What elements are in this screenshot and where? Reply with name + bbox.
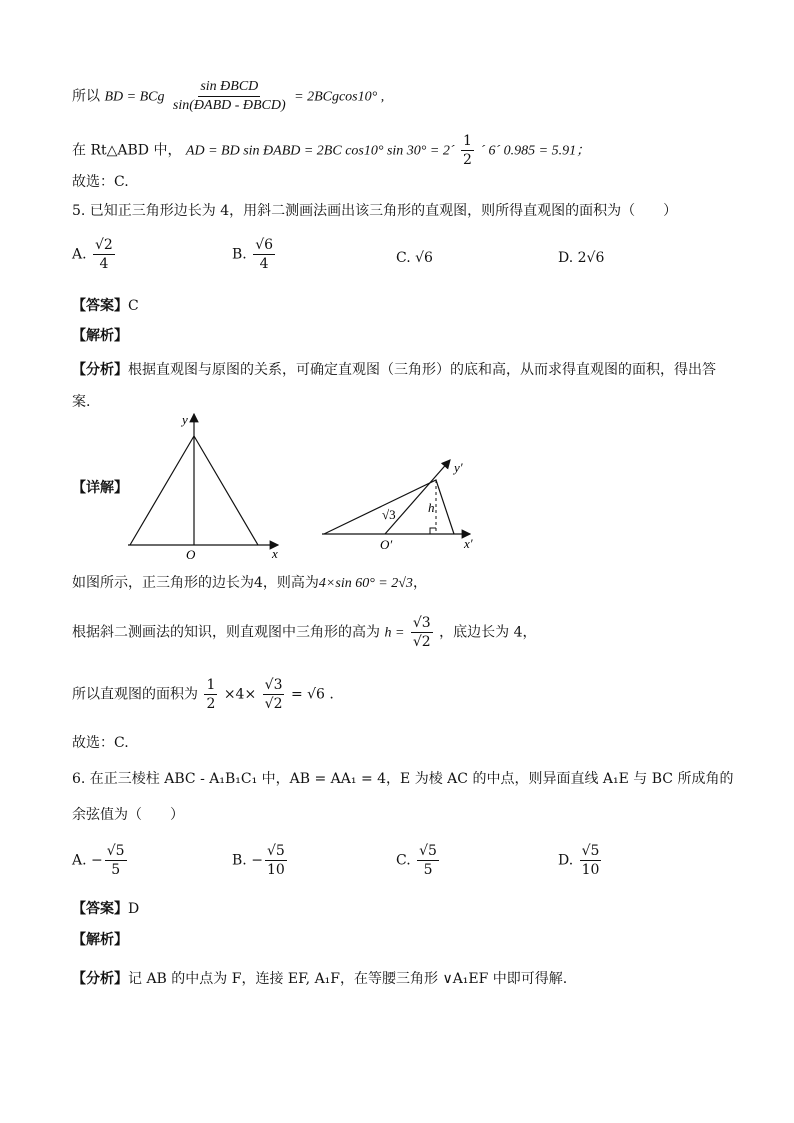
q5-stem: 5. 已知正三角形边长为 4，用斜二测画法画出该三角形的直观图，则所得直观图的面积为（ ） xyxy=(72,203,678,219)
q4-line1-left: BD = BCg xyxy=(104,89,165,105)
q5-answer: 【答案】C xyxy=(72,298,139,314)
q5-detail-tag: 【详解】 xyxy=(72,480,128,496)
q5-jiexi: 【解析】 xyxy=(72,328,128,344)
q4-answer-line: 故选：C. xyxy=(72,174,129,190)
q5-line-b: 根据斜二测画法的知识，则直观图中三角形的高为 h = $\frac{√3}{√2}$ ，底边长为 4， xyxy=(72,615,537,650)
q6-option-b: B. − $\frac{√5}{10}$ xyxy=(232,843,285,878)
q6-option-a: A. − $\frac{√5}{5}$ xyxy=(72,843,125,878)
left-x-label: x xyxy=(272,546,278,560)
left-y-label: y xyxy=(182,412,188,427)
q5-analysis-2: 案. xyxy=(72,394,91,410)
q5-option-d: D. 2√6 xyxy=(558,250,605,266)
right-xp-label: x′ xyxy=(464,536,473,551)
q6-jiexi: 【解析】 xyxy=(72,932,128,948)
q5-figure xyxy=(120,408,490,560)
height-label: h xyxy=(428,500,435,515)
q5-line-a: 如图所示，正三角形的边长为4，则高为4×sin 60° = 2√3， xyxy=(72,575,427,591)
q4-line-2: 在 Rt△ABD 中， AD = BD sin ÐABD = 2BC cos10° sin 30° = 2´ $\frac{1}{2}$ ´ 6´ 0.985 = 5.91； xyxy=(72,133,591,168)
q5-option-a: A. $\frac{√2}{4}$ xyxy=(72,237,113,272)
q5-option-b: B. $\frac{√6}{4}$ xyxy=(232,237,274,272)
q6-stem-2: 余弦值为（ ） xyxy=(72,807,184,823)
q5-option-c: C. √6 xyxy=(396,250,433,266)
right-origin-label: O′ xyxy=(380,537,393,552)
q5-line-c: 所以直观图的面积为 $\frac{1}{2}$ ×4× $\frac{√3}{√2}$ = √6 . xyxy=(72,677,334,712)
q6-option-d: D. $\frac{√5}{10}$ xyxy=(558,843,600,878)
q4-line-1: 所以 BD = BCg $\frac{\text{sin ÐBCD}}{\text{sin(ÐABD - ÐBCD)}}$ = 2BCgcos10° , xyxy=(72,79,385,113)
q5-choose: 故选：C. xyxy=(72,735,129,751)
q6-stem-1: 6. 在正三棱柱 ABC - A₁B₁C₁ 中，AB = AA₁ = 4，E 为棱 AC 的中点，则异面直线 A₁E 与 BC 所成角的 xyxy=(72,771,734,787)
left-origin-label: O xyxy=(186,547,196,560)
right-angle-mark xyxy=(430,528,436,534)
q4-line2-fraction: $\frac{1}{2}$ xyxy=(462,133,472,168)
q5-analysis-1: 【分析】根据直观图与原图的关系，可确定直观图（三角形）的底和高，从而求得直观图的面积，得出答 xyxy=(72,362,716,378)
q6-option-c: C. $\frac{√5}{5}$ xyxy=(396,843,437,878)
right-yp-label: y′ xyxy=(454,460,463,475)
right-y-axis xyxy=(385,460,450,534)
q6-answer: 【答案】D xyxy=(72,901,140,917)
q4-line1-fraction: $\frac{\text{sin ÐBCD}}{\text{sin(ÐABD - ÐBCD)}}$ xyxy=(172,79,286,113)
sqrt3-label: √3 xyxy=(382,507,396,522)
q6-analysis: 【分析】记 AB 的中点为 F，连接 EF, A₁F，在等腰三角形 ∨A₁EF 中即可得解. xyxy=(72,971,568,987)
